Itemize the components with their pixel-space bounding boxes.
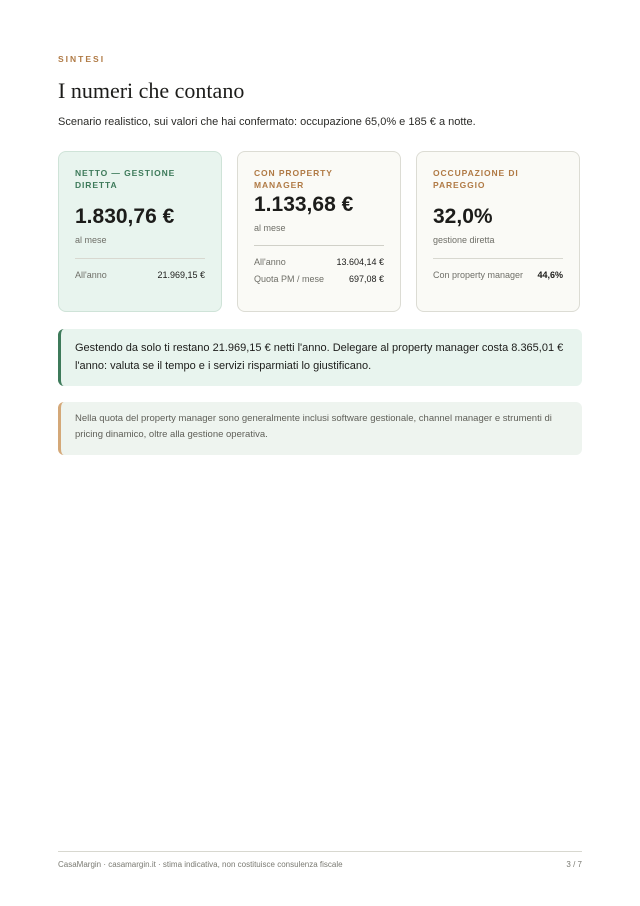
callout-key-insight: Gestendo da solo ti restano 21.969,15 € netti l'anno. Delegare al property manager costa 8.365,01 € l'anno: valuta se il tempo e i servizi risparmiati lo giustificano. bbox=[58, 329, 582, 386]
card-row-label: Quota PM / mese bbox=[254, 274, 325, 284]
card-row-value: 21.969,15 € bbox=[157, 270, 205, 280]
card-row-label: All'anno bbox=[75, 270, 107, 280]
page-subtitle: Scenario realistico, sui valori che hai confermato: occupazione 65,0% e 185 € a notte. bbox=[58, 116, 476, 128]
page-number: 3 / 7 bbox=[566, 860, 582, 869]
footer-text: CasaMargin · casamargin.it · stima indicativa, non costituisce consulenza fiscale bbox=[58, 860, 343, 869]
card-breakeven-occupancy bbox=[416, 151, 580, 312]
card-unit: al mese bbox=[75, 235, 107, 245]
callout-note: Nella quota del property manager sono generalmente inclusi software gestionale, channel manager e strumenti di pricing dinamico, oltre alla gestione operativa. bbox=[58, 402, 582, 455]
card-row-label: All'anno bbox=[254, 257, 286, 267]
card-row-pm-fee bbox=[254, 271, 384, 288]
card-property-manager bbox=[237, 151, 401, 312]
card-label: NETTO — GESTIONE DIRETTA bbox=[75, 168, 176, 190]
card-divider bbox=[75, 258, 205, 259]
card-row-annual bbox=[254, 254, 384, 271]
card-row-value: 697,08 € bbox=[348, 274, 384, 284]
card-net-direct bbox=[58, 151, 222, 312]
page-footer bbox=[58, 851, 582, 869]
card-unit: gestione diretta bbox=[433, 235, 495, 245]
card-value: 1.830,76 € bbox=[75, 205, 175, 228]
card-divider bbox=[433, 258, 563, 259]
card-row-annual bbox=[75, 267, 205, 284]
page-title: I numeri che contano bbox=[58, 78, 245, 103]
card-divider bbox=[254, 245, 384, 246]
card-value: 32,0% bbox=[433, 205, 493, 228]
card-unit: al mese bbox=[254, 223, 286, 233]
page bbox=[58, 0, 582, 906]
card-row-pm-breakeven bbox=[433, 267, 563, 284]
card-row-value: 44,6% bbox=[537, 270, 563, 280]
section-eyebrow: SINTESI bbox=[58, 54, 106, 64]
summary-cards bbox=[58, 151, 582, 314]
card-label: OCCUPAZIONE DI PAREGGIO bbox=[433, 168, 519, 190]
card-label: CON PROPERTY MANAGER bbox=[254, 168, 333, 190]
card-value: 1.133,68 € bbox=[254, 193, 354, 216]
card-row-value: 13.604,14 € bbox=[336, 257, 384, 267]
card-row-label: Con property manager bbox=[433, 270, 524, 280]
